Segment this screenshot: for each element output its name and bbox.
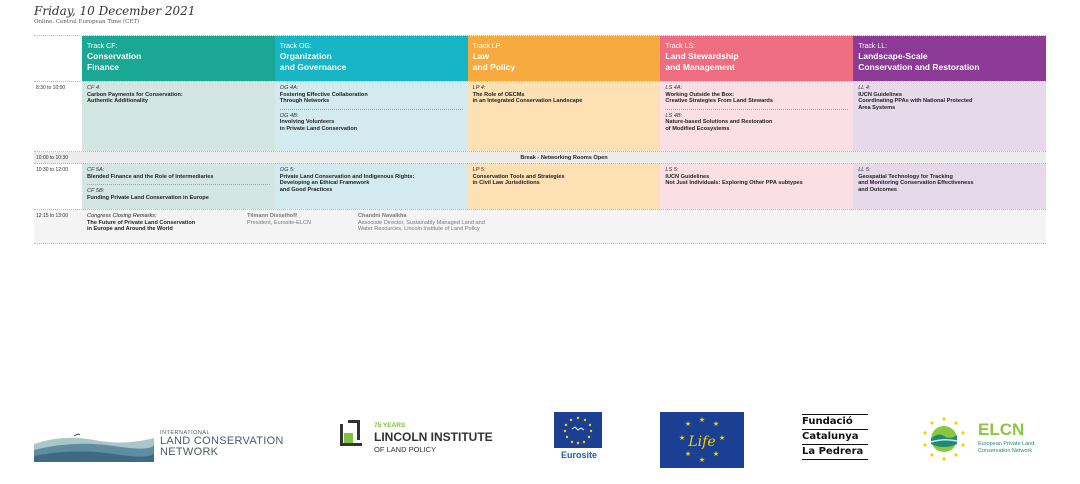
session-code: OG 4B: (279, 112, 299, 119)
session-title: Developing an Ethical Framework (279, 180, 370, 187)
date-title: Friday, 10 December 2021 (34, 4, 196, 18)
session-title: Geospatial Technology for Tracking (858, 173, 953, 180)
session-title: of Modified Ecosystems (665, 125, 730, 132)
session-title: Carbon Payments for Conservation: (87, 91, 183, 98)
session-title: Blended Finance and the Role of Intermediaries (87, 173, 214, 180)
time-slot: 10:30 to 12:00 (36, 167, 68, 173)
session-title: and Outcomes (858, 186, 898, 193)
track-header-ls (660, 36, 853, 81)
session-lp5[interactable] (468, 164, 661, 209)
session-title: Area Systems (858, 104, 896, 111)
elcn-logo (916, 416, 1056, 466)
session-ll5[interactable] (853, 164, 1046, 209)
svg-text:★: ★ (698, 417, 706, 424)
fundacio-line2: Catalunya (802, 430, 868, 445)
closing-label: Congress Closing Remarks: (87, 213, 157, 219)
session-ll4[interactable] (853, 82, 1046, 151)
session-og4[interactable] (275, 82, 468, 151)
session-title: in an Integrated Conservation Landscape (472, 98, 583, 105)
svg-text:★: ★ (712, 421, 720, 428)
speaker-1 (247, 213, 358, 240)
track-header-og (275, 36, 468, 81)
session-title: Authentic Additionality (87, 98, 149, 105)
track-name: Conservation and Restoration (858, 62, 980, 72)
session-row-2 (34, 164, 1046, 210)
session-code: CF 4: (87, 85, 101, 91)
session-title: Funding Private Land Conservation in Europe (87, 194, 209, 201)
closing-title: in Europe and Around the World (87, 226, 173, 233)
track-label: Track LL: (858, 43, 888, 50)
session-og4b[interactable] (280, 109, 463, 133)
fundacio-catalunya-logo (802, 414, 868, 470)
landscape-icon (34, 426, 154, 462)
lincoln-years: 75 YEARS (374, 422, 406, 429)
svg-text:★: ★ (684, 451, 692, 458)
lincoln-sub: OF LAND POLICY (374, 445, 437, 454)
track-name: and Management (665, 62, 735, 72)
session-lp4[interactable] (468, 82, 661, 151)
session-ls4b[interactable] (665, 109, 848, 133)
session-title: The Role of OECMs (472, 91, 525, 98)
svg-text:★: ★ (712, 451, 720, 458)
session-title: in Civil Law Jurisdictions (472, 180, 540, 187)
life-text: Life (688, 434, 716, 450)
life-programme-logo (660, 412, 744, 468)
track-name: Finance (87, 62, 120, 72)
eurosite-logo (554, 412, 604, 472)
session-code: LP 5: (472, 167, 486, 173)
session-title: Involving Volunteers (279, 119, 335, 126)
eu-flag-icon (554, 412, 602, 448)
elcn-title: ELCN (978, 420, 1025, 439)
page-header (34, 4, 195, 25)
session-title: in Private Land Conservation (279, 125, 358, 132)
session-title: and Good Practices (279, 186, 333, 193)
lincoln-name: LINCOLN INSTITUTE (374, 430, 493, 444)
session-row-1 (34, 82, 1046, 152)
session-code: LS 4A: (665, 85, 683, 91)
date-subtitle: Online. Central European Time (CET) (34, 19, 140, 25)
session-code: LS 4B: (665, 112, 683, 119)
speaker-name: Chandni Navalkha (358, 213, 407, 219)
session-ls4[interactable] (660, 82, 853, 151)
svg-text:★: ★ (718, 435, 726, 442)
session-title: Conservation Tools and Strategies (472, 173, 565, 180)
speaker-role: President, Eurosite-ELCN (247, 219, 312, 226)
session-code: OG 5: (279, 167, 295, 173)
track-name: Land Stewardship (665, 51, 739, 61)
track-header-lp (468, 36, 661, 81)
track-label: Track CF: (87, 43, 118, 50)
lincoln-institute-logo (340, 420, 510, 466)
session-title: Working Outside the Box: (665, 91, 734, 98)
break-label: Break - Networking Rooms Open (520, 155, 608, 161)
session-cf4[interactable] (82, 82, 275, 151)
eurosite-text: Eurosite (560, 450, 597, 460)
closing-title: The Future of Private Land Conservation (87, 219, 196, 226)
elcn-sub2: Conservation Network (978, 447, 1033, 454)
elcn-sub1: European Private Land (978, 441, 1035, 447)
track-name: Organization (279, 51, 332, 61)
closing-session[interactable] (82, 210, 1046, 243)
session-title: Fostering Effective Collaboration (279, 91, 368, 98)
session-code: LS 5: (665, 167, 679, 173)
session-title: Through Networks (279, 98, 330, 105)
ilcn-line1: INTERNATIONAL (160, 430, 211, 436)
session-code: CF 5A: (87, 167, 105, 173)
track-header-row (34, 36, 1046, 82)
track-name: Conservation (87, 51, 142, 61)
track-label: Track LS: (665, 43, 696, 50)
time-slot: 12:15 to 13:00 (36, 213, 68, 219)
ilcn-line3: NETWORK (160, 446, 219, 458)
break-row (34, 152, 1046, 164)
session-title: Private Land Conservation and Indigenous Rights: (279, 173, 415, 180)
schedule-table (34, 35, 1046, 244)
session-code: LP 4: (472, 85, 486, 91)
session-title: IUCN Guidelines (665, 173, 710, 180)
speaker-role: Water Resources, Lincoln Institute of Land Policy (358, 226, 480, 233)
time-slot: 10:00 to 10:30 (36, 155, 68, 161)
session-cf5b[interactable] (87, 184, 270, 201)
session-title: Creative Strategies From Land Stewards (665, 98, 773, 105)
track-name: Law (472, 51, 490, 61)
session-title: Coordinating PPAs with National Protected (858, 98, 973, 105)
session-code: CF 5B: (87, 188, 105, 195)
svg-text:★: ★ (698, 457, 706, 464)
fundacio-line1: Fundació (802, 414, 868, 430)
speaker-role: Associate Director, Sustainably Managed Land and (358, 219, 485, 226)
closing-row (34, 210, 1046, 244)
session-title: and Monitoring Conservation Effectiveness (858, 180, 974, 187)
speaker-name: Tilmann Disselhoff (247, 213, 297, 219)
session-title: Not Just Individuals: Exploring Other PPA subtypes (665, 180, 803, 187)
track-label: Track LP: (472, 43, 503, 50)
session-title: IUCN Guidelines (858, 91, 903, 98)
session-og5[interactable] (275, 164, 468, 209)
session-ls5[interactable] (660, 164, 853, 209)
track-header-ll (853, 36, 1046, 81)
svg-text:★: ★ (678, 435, 686, 442)
ilcn-logo (34, 426, 284, 466)
sponsor-logos (0, 404, 1080, 476)
track-label: Track OG: (279, 43, 312, 50)
track-header-cf (82, 36, 275, 81)
closing-main (87, 213, 247, 240)
session-code: LL 4: (858, 85, 871, 91)
track-name: Landscape-Scale (858, 51, 928, 61)
session-code: OG 4A: (279, 85, 299, 91)
track-name: and Policy (472, 62, 516, 72)
time-slot: 8:30 to 10:00 (36, 85, 66, 91)
time-column-spacer (34, 36, 82, 81)
elcn-globe-icon (916, 416, 972, 462)
session-code: LL 5: (858, 167, 871, 173)
fundacio-line3: La Pedrera (802, 445, 868, 460)
session-cf5a[interactable] (82, 164, 275, 209)
session-title: Nature-based Solutions and Restoration (665, 119, 773, 126)
ilcn-line2: LAND CONSERVATION (160, 435, 284, 447)
speaker-2 (358, 213, 558, 240)
track-name: and Governance (279, 62, 347, 72)
svg-text:★: ★ (684, 421, 692, 428)
